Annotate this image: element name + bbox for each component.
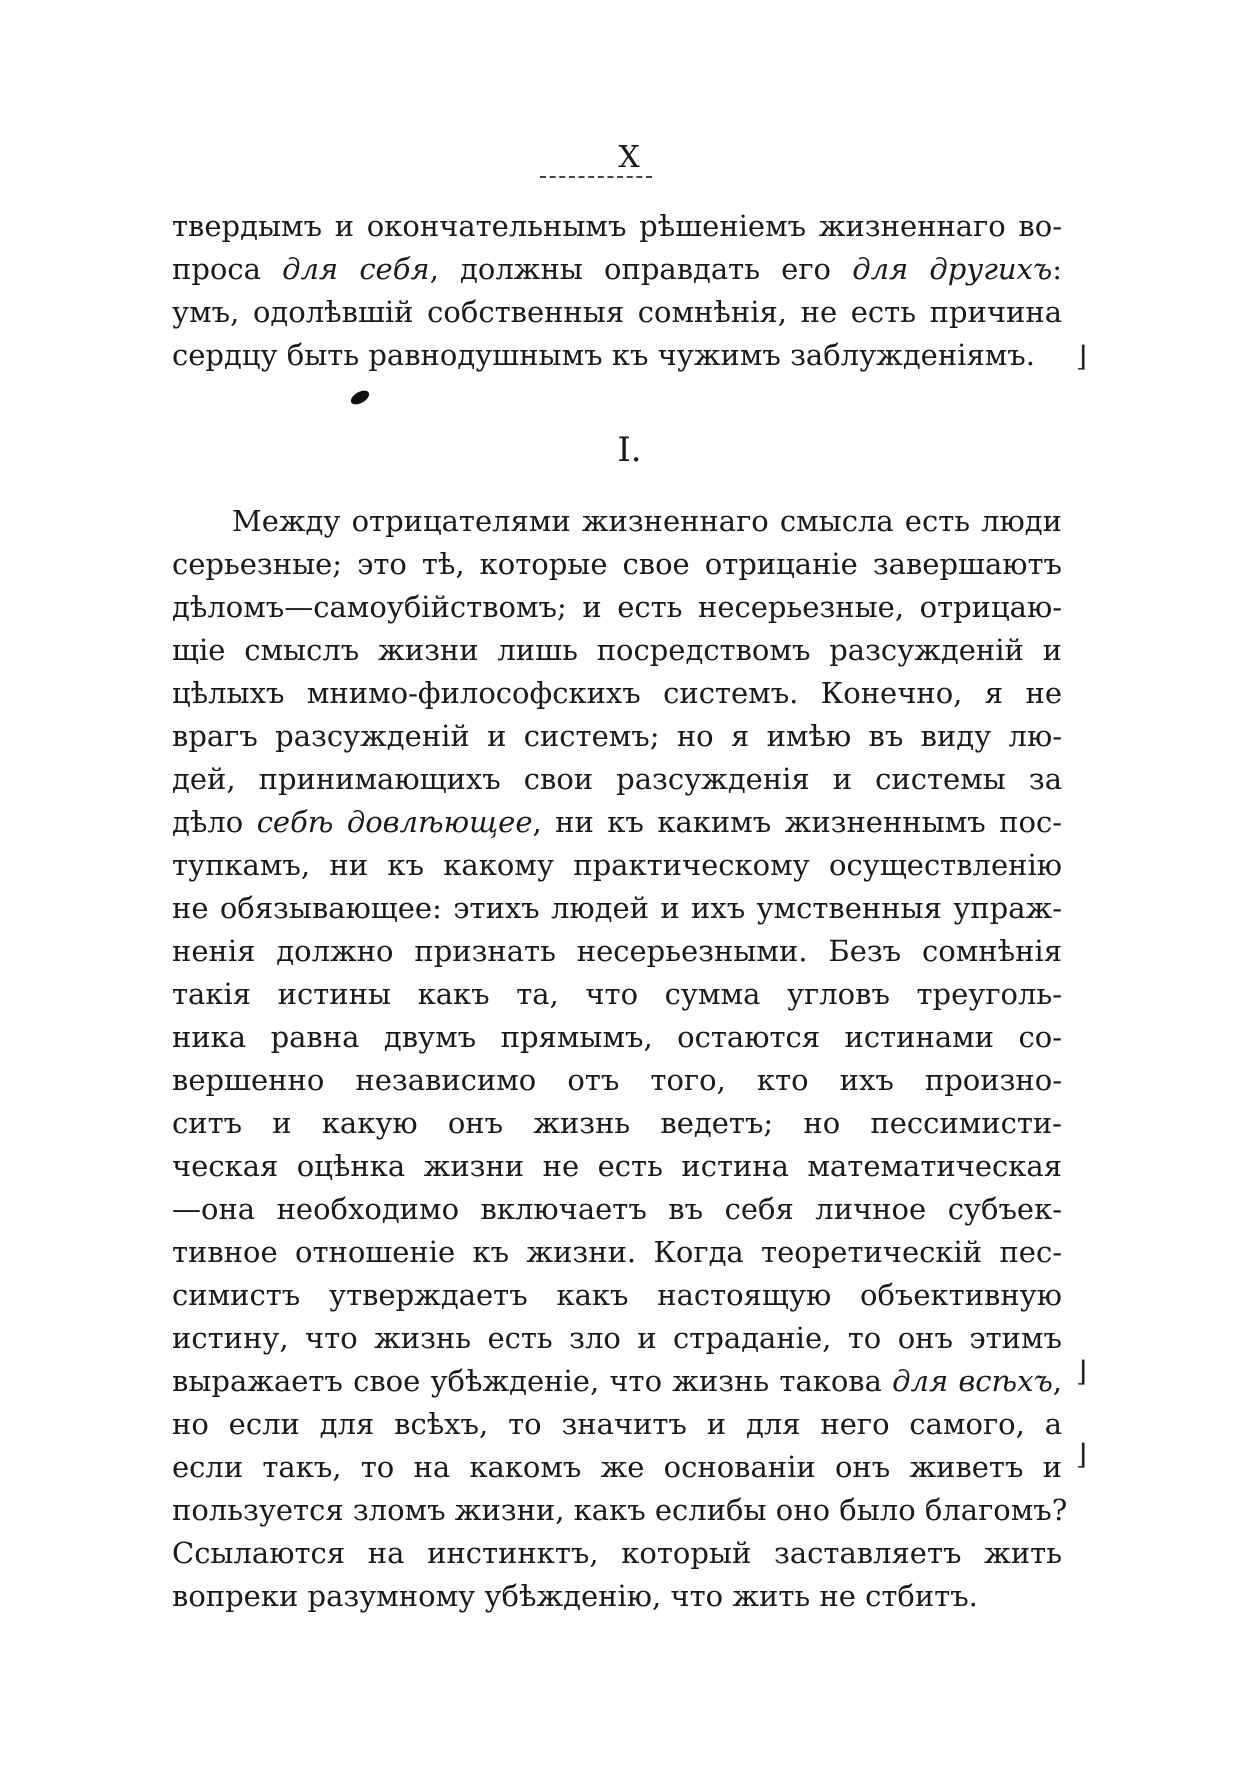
text-line: умъ, одолѣвшій собственныя сомнѣнія, не есть причина [172, 295, 1062, 329]
section-paragraph [172, 500, 1068, 1618]
text-line: проса для себя, должны оправдать его для другихъ: [172, 252, 1062, 286]
section-heading: I. [617, 430, 642, 470]
text-line: пользуется зломъ жизни, какъ еслибы оно было благомъ? [172, 1493, 1068, 1527]
text-line: дѣло себѣ довлѣющее, ни къ какимъ жизненнымъ пос- [172, 805, 1062, 839]
text-line: Ссылаются на инстинктъ, который заставляетъ жить [172, 1536, 1062, 1570]
text-line: —она необходимо включаетъ въ себя личное субъек- [172, 1192, 1062, 1226]
text-line: сердцу быть равнодушнымъ къ чужимъ заблужденіямъ. [172, 338, 1035, 372]
text-line: дѣломъ—самоубійствомъ; и есть несерьезные, отрицаю- [172, 590, 1062, 624]
text-line: цѣлыхъ мнимо-философскихъ системъ. Конечно, я не [172, 676, 1062, 710]
text-line: врагъ разсужденій и системъ; но я имѣю въ виду лю- [172, 719, 1062, 753]
text-line: щіе смыслъ жизни лишь посредствомъ разсужденій и [172, 633, 1062, 667]
text-line: выражаетъ свое убѣжденіе, что жизнь такова для всѣхъ, [172, 1364, 1062, 1398]
text-line: ситъ и какую онъ жизнь ведетъ; но пессимисти- [172, 1106, 1062, 1140]
text-line: ненія должно признать несерьезными. Безъ сомнѣнія [172, 934, 1062, 968]
ink-blot [349, 388, 372, 408]
paragraph-continuation [172, 205, 1062, 377]
page-number: X [618, 140, 641, 175]
text-line: если такъ, то на какомъ же основаніи онъ живетъ и [172, 1450, 1062, 1484]
text-line: истину, что жизнь есть зло и страданіе, то онъ этимъ [172, 1321, 1062, 1355]
text-line: Между отрицателями жизненнаго смысла есть люди [232, 504, 1062, 538]
text-line: тивное отношеніе къ жизни. Когда теоретическій пес- [172, 1235, 1062, 1269]
margin-bracket-mark: ⌋ [1076, 1355, 1087, 1388]
text-line: твердымъ и окончательнымъ рѣшеніемъ жизненнаго во- [172, 209, 1062, 243]
text-line: вершенно независимо отъ того, кто ихъ произно- [172, 1063, 1062, 1097]
text-line: тупкамъ, ни къ какому практическому осуществленію [172, 848, 1062, 882]
text-line: не обязывающее: этихъ людей и ихъ умственныя упраж- [172, 891, 1062, 925]
text-line: симистъ утверждаетъ какъ настоящую объективную [172, 1278, 1062, 1312]
text-line: дей, принимающихъ свои разсужденія и системы за [172, 762, 1062, 796]
text-line: но если для всѣхъ, то значитъ и для него самого, а [172, 1407, 1062, 1441]
text-line: такія истины какъ та, что сумма угловъ треуголь- [172, 977, 1062, 1011]
text-line: ческая оцѣнка жизни не есть истина математическая [172, 1149, 1062, 1183]
margin-bracket-mark: ⌋ [1076, 340, 1087, 373]
text-line: ника равна двумъ прямымъ, остаются истинами со- [172, 1020, 1062, 1054]
header-rule [540, 176, 652, 178]
text-line: серьезные; это тѣ, которые свое отрицаніе завершаютъ [172, 547, 1062, 581]
margin-bracket-mark: ⌋ [1076, 1438, 1087, 1471]
text-line: вопреки разумному убѣжденію, что жить не стбитъ. [172, 1579, 978, 1613]
